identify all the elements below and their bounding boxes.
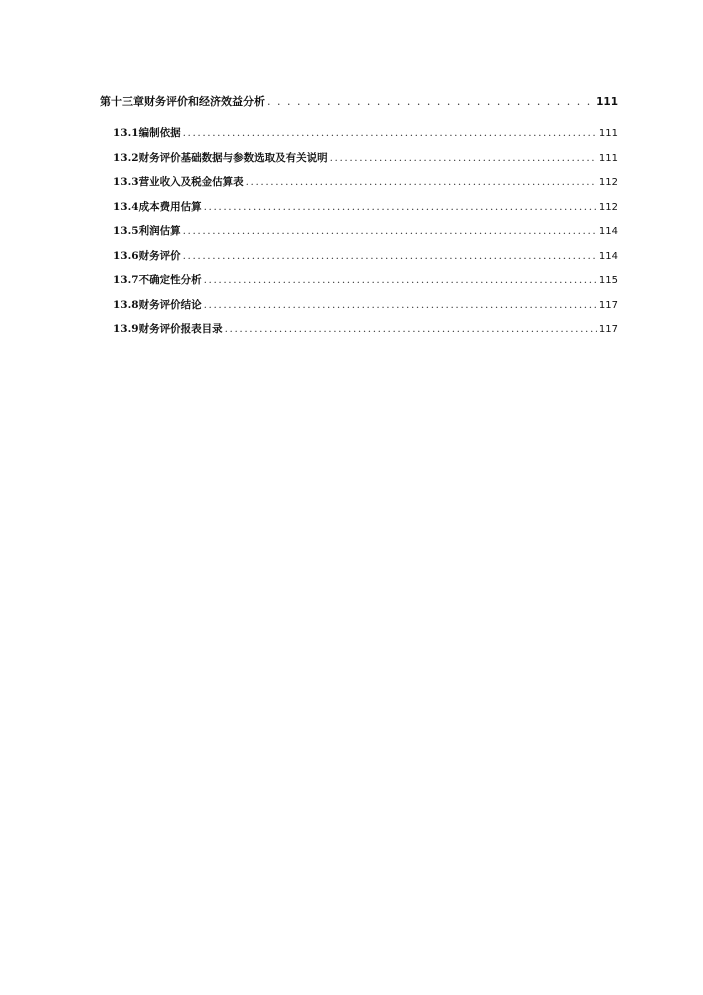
toc-chapter-entry[interactable] [100,92,618,112]
section-title: 编制依据 [138,127,181,139]
toc-section-entry[interactable] [100,221,618,246]
dot-leader [246,172,597,192]
dot-leader [267,92,594,112]
dot-leader [225,319,597,339]
section-number: 13.3 [113,176,139,188]
section-number: 13.6 [113,249,139,262]
toc-section-entry[interactable] [100,197,618,222]
section-page-number: 117 [598,299,618,311]
section-page-number: 115 [598,275,618,286]
dot-leader [204,295,597,315]
toc-section-entry[interactable] [100,246,618,271]
section-title: 财务评价基础数据与参数选取及有关说明 [138,151,328,164]
section-number: 13.8 [113,298,139,311]
section-number: 13.2 [113,151,139,164]
table-of-contents [100,92,618,344]
section-number: 13.7 [113,274,139,286]
section-number: 13.4 [113,200,139,213]
dot-leader [183,123,597,143]
toc-section-entry[interactable] [100,123,618,148]
chapter-title: 财务评价和经济效益分析 [144,95,265,108]
section-title: 成本费用估算 [138,200,202,213]
section-title: 财务评价 [138,249,181,262]
section-title: 营业收入及税金估算表 [138,176,244,188]
section-page-number: 112 [598,177,618,188]
section-page-number: 111 [598,152,618,164]
section-page-number: 114 [598,226,618,237]
toc-section-entry[interactable] [100,172,618,197]
toc-section-entry[interactable] [100,148,618,173]
section-number: 13.5 [113,225,139,237]
section-title: 财务评价报表目录 [138,323,223,335]
section-title: 利润估算 [138,225,181,237]
section-page-number: 111 [598,128,618,139]
section-page-number: 112 [598,201,618,213]
dot-leader [330,148,597,168]
section-number: 13.9 [113,323,139,335]
section-page-number: 114 [598,250,618,262]
toc-section-entry[interactable] [100,295,618,320]
dot-leader [183,246,597,266]
toc-section-entry[interactable] [100,319,618,344]
section-title: 不确定性分析 [138,274,202,286]
chapter-page-number: 111 [596,96,618,108]
chapter-number: 第十三章 [100,95,144,108]
dot-leader [204,270,597,290]
dot-leader [183,221,597,241]
section-page-number: 117 [598,324,618,335]
section-number: 13.1 [113,127,139,139]
toc-section-entry[interactable] [100,270,618,295]
dot-leader [204,197,597,217]
section-title: 财务评价结论 [138,298,202,311]
